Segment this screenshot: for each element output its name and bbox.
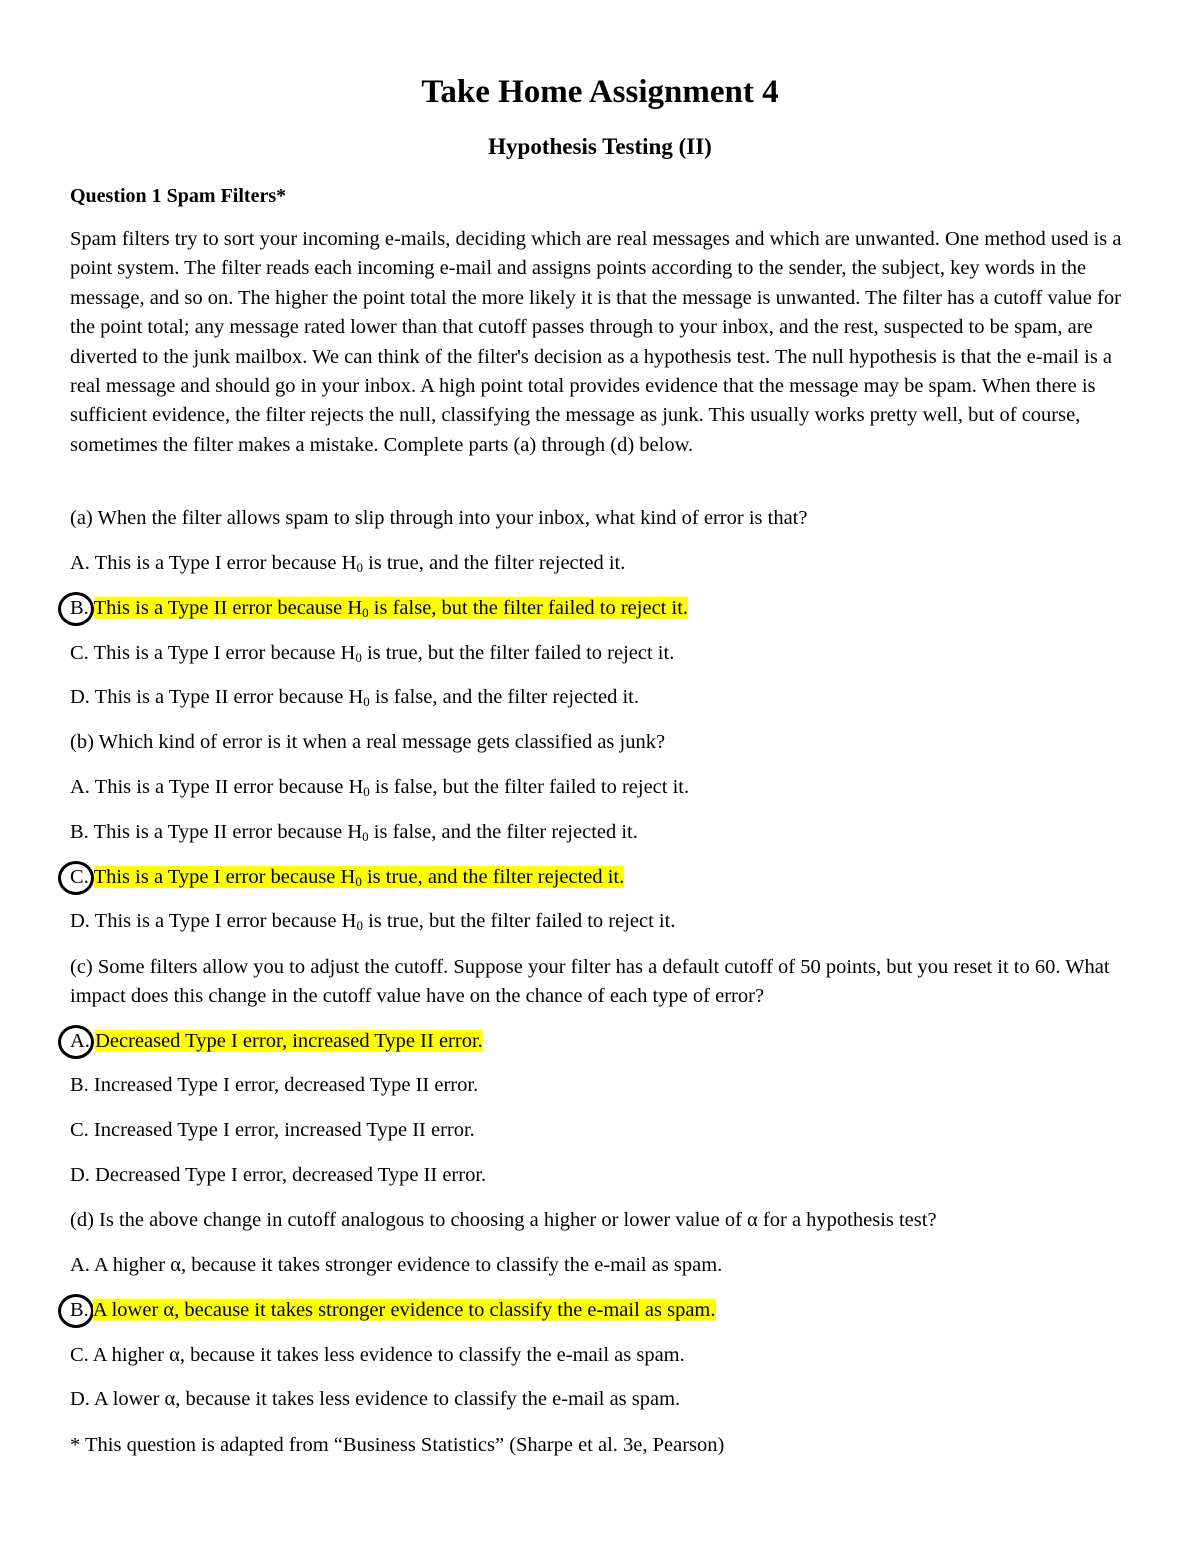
part-c-option-c: C. Increased Type I error, increased Type II error.: [70, 1119, 475, 1141]
h-null-symbol: $H_0$: [340, 642, 362, 665]
h-null-symbol: $H_0$: [348, 686, 370, 709]
h-null-symbol: $H_0$: [347, 597, 369, 620]
footnote: * This question is adapted from “Business Statistics” (Sharpe et al. 3e, Pearson): [70, 1434, 725, 1456]
part-d-option-b: B. A lower α, because it takes stronger evidence to classify the e-mail as spam.: [70, 1299, 716, 1321]
page-subtitle: Hypothesis Testing (II): [488, 134, 712, 159]
part-b-option-c: C. This is a Type I error because $H_0$ is true, and the filter rejected it.: [70, 866, 625, 889]
part-c-option-d: D. Decreased Type I error, decreased Type II error.: [70, 1164, 487, 1186]
part-a-option-a: A. This is a Type I error because $H_0$ is true, and the filter rejected it.: [70, 552, 626, 575]
part-a-option-c: C. This is a Type I error because $H_0$ is true, but the filter failed to reject it.: [70, 642, 675, 665]
part-a-option-d: D. This is a Type II error because $H_0$ is false, and the filter rejected it.: [70, 686, 639, 709]
answer-highlight: Decreased Type I error, increased Type II error.: [95, 1030, 483, 1052]
answer-highlight: This is a Type I error because $H_0$ is true, and the filter rejected it.: [93, 866, 625, 889]
intro-paragraph: Spam filters try to sort your incoming e-mails, deciding which are real messages and which are unwanted. One method used is a point system. The filter reads each incoming e-mail and assigns points according to the sender, the subject, key words in the message, and so on. The higher the point total the more likely it is that the message is unwanted. The filter has a cutoff value for the point total; any message rated lower than that cutoff passes through to your inbox, and the rest, suspected to be spam, are diverted to the junk mailbox. We can think of the filter's decision as a hypothesis test. The null hypothesis is that the e-mail is a real message and should go in your inbox. A high point total provides evidence that the message may be spam. When there is sufficient evidence, the filter rejects the null, classifying the message as junk. This usually works pretty well, but of course, sometimes the filter makes a mistake. Complete parts (a) through (d) below.: [70, 228, 1122, 456]
part-b-option-b: B. This is a Type II error because $H_0$ is false, and the filter rejected it.: [70, 821, 638, 844]
question-heading: Question 1 Spam Filters*: [70, 185, 287, 207]
part-a-question: (a) When the filter allows spam to slip through into your inbox, what kind of error is that?: [70, 507, 808, 529]
h-null-symbol: $H_0$: [348, 776, 370, 799]
part-c-question: (c) Some filters allow you to adjust the cutoff. Suppose your filter has a default cutoff of 50 points, but you reset it to 60. What impact does this change in the cutoff value have on the chance of each type of error?: [70, 956, 1110, 1008]
h-null-symbol: $H_0$: [347, 821, 369, 844]
part-d-option-a: A. A higher α, because it takes stronger evidence to classify the e-mail as spam.: [70, 1254, 723, 1276]
part-b-option-d: D. This is a Type I error because $H_0$ is true, but the filter failed to reject it.: [70, 910, 676, 933]
page-title: Take Home Assignment 4: [421, 74, 779, 110]
part-b-option-a: A. This is a Type II error because $H_0$ is false, but the filter failed to reject it.: [70, 776, 690, 799]
part-d-option-d: D. A lower α, because it takes less evidence to classify the e-mail as spam.: [70, 1388, 681, 1410]
part-d-option-c: C. A higher α, because it takes less evidence to classify the e-mail as spam.: [70, 1344, 685, 1366]
part-c-option-a: A. Decreased Type I error, increased Type II error.: [70, 1030, 483, 1052]
h-null-symbol: $H_0$: [341, 552, 363, 575]
part-c-option-b: B. Increased Type I error, decreased Type II error.: [70, 1074, 479, 1096]
part-d-question: (d) Is the above change in cutoff analogous to choosing a higher or lower value of α for a hypothesis test?: [70, 1209, 937, 1231]
h-null-symbol: $H_0$: [340, 866, 362, 889]
part-a-option-b: B. This is a Type II error because $H_0$ is false, but the filter failed to reject it.: [70, 597, 689, 620]
answer-highlight: This is a Type II error because $H_0$ is false, but the filter failed to reject it.: [93, 597, 689, 620]
part-b-question: (b) Which kind of error is it when a real message gets classified as junk?: [70, 731, 666, 753]
h-null-symbol: $H_0$: [341, 910, 363, 933]
answer-highlight: A lower α, because it takes stronger evidence to classify the e-mail as spam.: [92, 1299, 716, 1321]
